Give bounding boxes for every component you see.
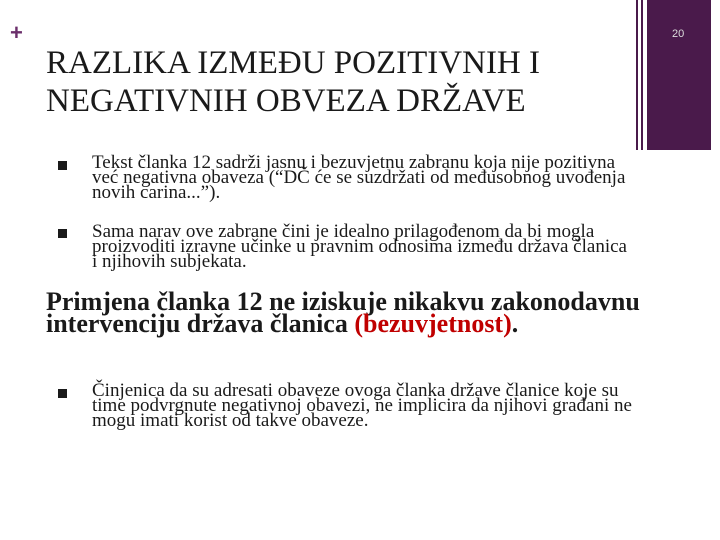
bullet-marker	[58, 229, 67, 238]
slide-title: RAZLIKA IZMEĐU POZITIVNIH I NEGATIVNIH OBVEZA DRŽAVE	[46, 45, 541, 119]
emphasis-statement	[46, 287, 666, 338]
emphasis-highlight: (bezuvjetnost)	[354, 309, 512, 338]
emphasis-end: .	[511, 309, 519, 338]
bullet-text-1: Tekst članka 12 sadrži jasnu i bezuvjetnu zabranu koja nije pozitivna već negativna obaveza (“DČ će se suzdržati od međusobnog uvođenja novih carina...”).	[92, 152, 626, 203]
bullet-text-3: Činjenica da su adresati obaveze ovoga članka države članice koje su time podvrgnute negativnoj obavezi, ne implicira da njihovi građani ne mogu imati korist od takve obaveze.	[92, 380, 632, 431]
bullet-marker	[58, 161, 67, 170]
plus-icon: +	[10, 20, 23, 45]
slide-number: 20	[672, 28, 685, 40]
emphasis-main: Primjena članka 12 ne iziskuje nikakvu zakonodavnu intervenciju država članica	[46, 287, 640, 338]
bullet-marker	[58, 389, 67, 398]
accent-bar	[647, 0, 711, 150]
bullet-text-2: Sama narav ove zabrane čini je idealno prilagođenom da bi mogla proizvoditi izravne učinke u pravnim odnosima između država članica i njihovih subjekata.	[92, 221, 627, 272]
